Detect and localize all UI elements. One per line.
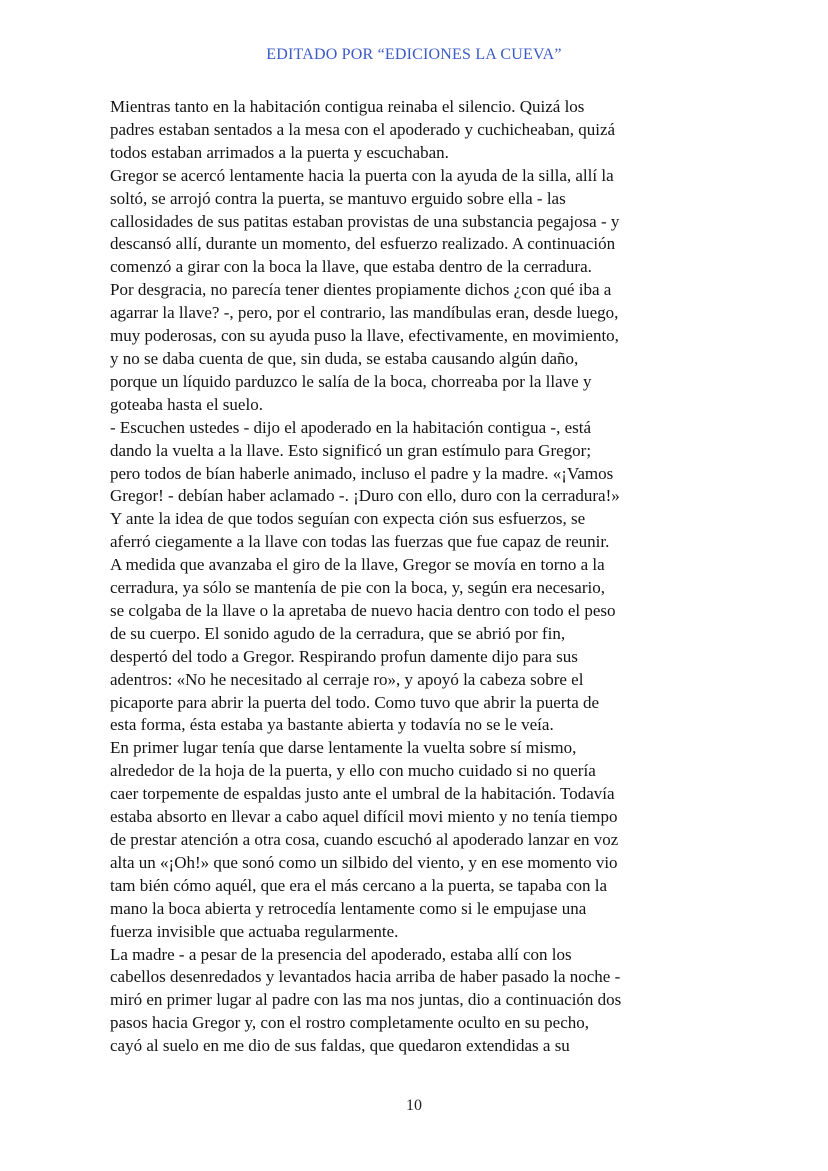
text-line: alrededor de la hoja de la puerta, y ello con mucho cuidado si no quería [110, 761, 596, 781]
text-line: agarrar la llave? -, pero, por el contrario, las mandíbulas eran, desde luego, [110, 303, 619, 323]
text-line: estaba absorto en llevar a cabo aquel difícil movi miento y no tenía tiempo [110, 807, 618, 827]
text-line: de su cuerpo. El sonido agudo de la cerradura, que se abrió por fin, [110, 623, 566, 643]
text-line: Por desgracia, no parecía tener dientes propiamente dichos ¿con qué iba a [110, 280, 612, 300]
text-line: mano la boca abierta y retrocedía lentamente como si le empujase una [110, 898, 587, 918]
text-line: adentros: «No he necesitado al cerraje ro», y apoyó la cabeza sobre el [110, 669, 584, 689]
text-line: goteaba hasta el suelo. [110, 394, 263, 414]
text-line: alta un «¡Oh!» que sonó como un silbido del viento, y en ese momento vio [110, 852, 618, 872]
edition-header: EDITADO POR “EDICIONES LA CUEVA” [266, 46, 562, 63]
text-line: despertó del todo a Gregor. Respirando profun damente dijo para sus [110, 646, 578, 666]
text-line: Mientras tanto en la habitación contigua reinaba el silencio. Quizá los [110, 97, 585, 116]
text-line: todos estaban arrimados a la puerta y escuchaban. [110, 142, 449, 162]
text-line: En primer lugar tenía que darse lentamente la vuelta sobre sí mismo, [110, 738, 577, 758]
text-line: soltó, se arrojó contra la puerta, se mantuvo erguido sobre ella - las [110, 188, 566, 208]
text-line: porque un líquido parduzco le salía de la boca, chorreaba por la llave y [110, 371, 592, 391]
text-line: padres estaban sentados a la mesa con el apoderado y cuchicheaban, quizá [110, 119, 616, 139]
text-line: cayó al suelo en me dio de sus faldas, que quedaron extendidas a su [110, 1036, 570, 1056]
text-line: - Escuchen ustedes - dijo el apoderado en la habitación contigua -, está [110, 417, 592, 437]
page-number: 10 [406, 1097, 422, 1114]
body-text [110, 96, 760, 1058]
text-line: callosidades de sus patitas estaban provistas de una substancia pegajosa - y [110, 211, 620, 231]
text-line: aferró ciegamente a la llave con todas las fuerzas que fue capaz de reunir. [110, 532, 610, 552]
text-line: Gregor! - debían haber aclamado -. ¡Duro con ello, duro con la cerradura!» [110, 486, 620, 506]
text-line: cabellos desenredados y levantados hacia arriba de haber pasado la noche - [110, 967, 621, 987]
text-line: miró en primer lugar al padre con las ma nos juntas, dio a continuación dos [110, 990, 622, 1010]
text-line: La madre - a pesar de la presencia del apoderado, estaba allí con los [110, 944, 572, 964]
text-line: descansó allí, durante un momento, del esfuerzo realizado. A continuación [110, 234, 616, 254]
text-line: comenzó a girar con la boca la llave, que estaba dentro de la cerradura. [110, 257, 592, 277]
text-line: pero todos de bían haberle animado, incluso el padre y la madre. «¡Vamos [110, 463, 614, 483]
text-line: Y ante la idea de que todos seguían con expecta ción sus esfuerzos, se [110, 509, 586, 529]
text-line: de prestar atención a otra cosa, cuando escuchó al apoderado lanzar en voz [110, 830, 619, 849]
text-line: tam bién cómo aquél, que era el más cercano a la puerta, se tapaba con la [110, 875, 608, 895]
text-line: fuerza invisible que actuaba regularmente. [110, 921, 399, 941]
text-line: caer torpemente de espaldas justo ante el umbral de la habitación. Todavía [110, 784, 615, 804]
text-line: dando la vuelta a la llave. Esto significó un gran estímulo para Gregor; [110, 440, 592, 460]
text-line: esta forma, ésta estaba ya bastante abierta y todavía no se le veía. [110, 715, 554, 735]
text-line: cerradura, ya sólo se mantenía de pie con la boca, y, según era necesario, [110, 578, 605, 598]
text-line: picaporte para abrir la puerta del todo. Como tuvo que abrir la puerta de [110, 692, 600, 712]
text-line: Gregor se acercó lentamente hacia la puerta con la ayuda de la silla, allí la [110, 165, 614, 185]
text-line: se colgaba de la llave o la apretaba de nuevo hacia dentro con todo el peso [110, 600, 616, 620]
text-line: pasos hacia Gregor y, con el rostro completamente oculto en su pecho, [110, 1013, 589, 1033]
text-line: muy poderosas, con su ayuda puso la llave, efectivamente, en movimiento, [110, 326, 619, 346]
text-line: y no se daba cuenta de que, sin duda, se estaba causando algún daño, [110, 348, 579, 368]
text-line: A medida que avanzaba el giro de la llave, Gregor se movía en torno a la [110, 555, 605, 575]
